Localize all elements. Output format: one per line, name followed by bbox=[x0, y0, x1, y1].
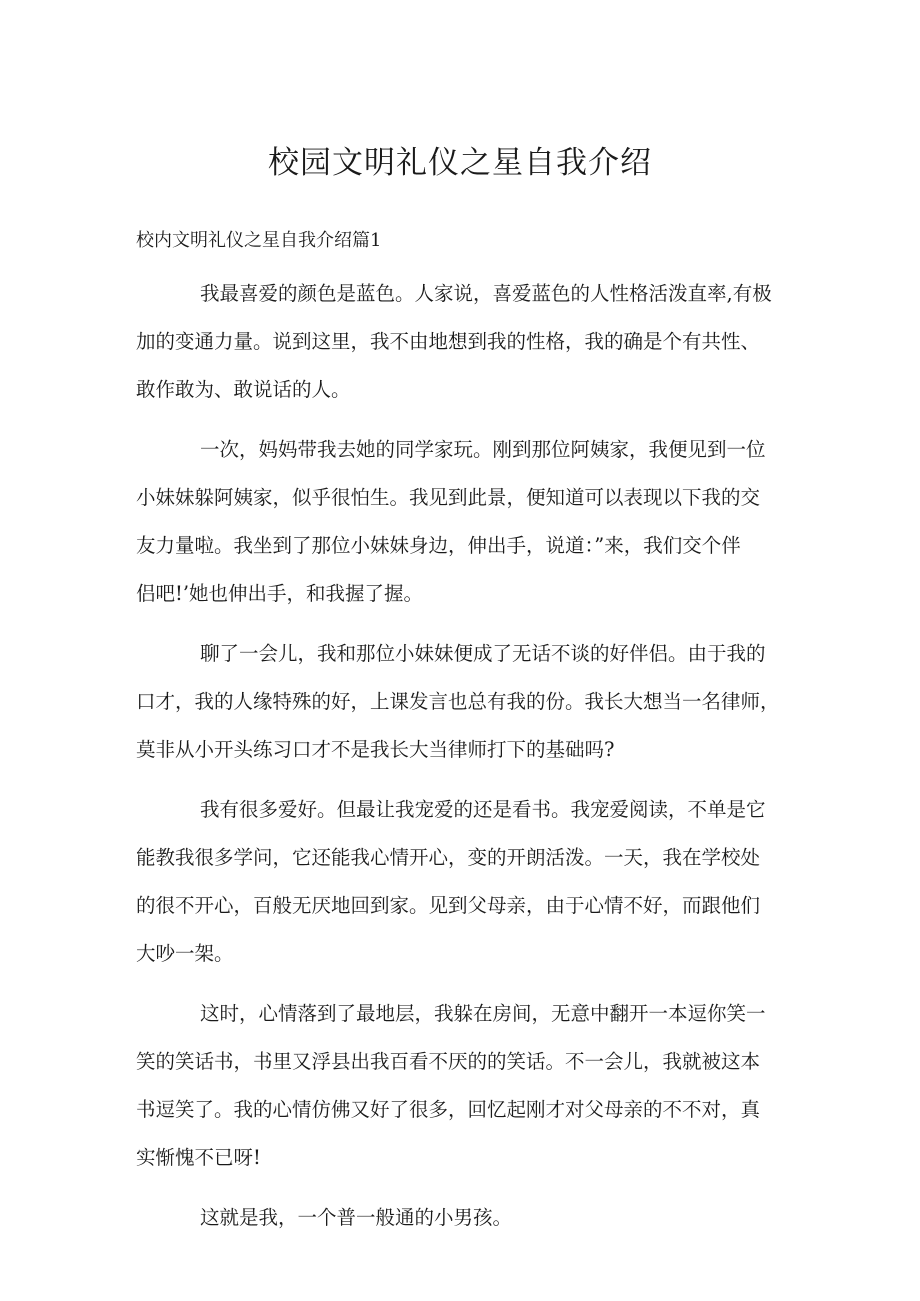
text-line: 的很不开心，百般无厌地回到家。见到父母亲，由于心情不好，而跟他们 bbox=[136, 894, 761, 917]
text-line: 笑的笑话书，书里又浮县出我百看不厌的的笑话。不一会儿，我就被这本 bbox=[136, 1050, 761, 1073]
text-line: 这时，心情落到了最地层，我躲在房间，无意中翻开一本逗你笑一 bbox=[200, 1002, 766, 1025]
text-line: 我最喜爱的颜色是蓝色。人家说，喜爱蓝色的人性格活泼直率,有极 bbox=[200, 282, 772, 305]
paragraph-6 bbox=[136, 1194, 798, 1242]
paragraph-1 bbox=[136, 270, 798, 414]
text-line: 口才，我的人缘特殊的好，上课发言也总有我的份。我长大想当一名律师， bbox=[136, 690, 780, 713]
paragraph-5 bbox=[136, 990, 798, 1182]
text-line: 友力量啦。我坐到了那位小妹妹身边，伸出手，说道：”来，我们交个伴 bbox=[136, 534, 741, 557]
text-line: 莫非从小开头练习口才不是我长大当律师打下的基础吗? bbox=[136, 738, 615, 761]
section-heading: 校内文明礼仪之星自我介绍篇1 bbox=[136, 230, 382, 251]
text-line: 敢作敢为、敢说话的人。 bbox=[136, 378, 351, 401]
text-line: 聊了一会儿，我和那位小妹妹便成了无话不谈的好伴侣。由于我的 bbox=[200, 642, 766, 665]
document-body bbox=[136, 270, 798, 1254]
text-line: 大吵一架。 bbox=[136, 942, 234, 965]
text-line: 实惭愧不已呀! bbox=[136, 1146, 261, 1169]
text-line: 加的变通力量。说到这里，我不由地想到我的性格，我的确是个有共性、 bbox=[136, 330, 761, 353]
text-line: 这就是我，一个普一般通的小男孩。 bbox=[200, 1206, 513, 1229]
paragraph-2 bbox=[136, 426, 798, 618]
text-line: 我有很多爱好。但最让我宠爱的还是看书。我宠爱阅读，不单是它 bbox=[200, 798, 766, 821]
text-line: 一次，妈妈带我去她的同学家玩。刚到那位阿姨家，我便见到一位 bbox=[200, 438, 766, 461]
text-line: 侣吧!’她也伸出手，和我握了握。 bbox=[136, 582, 424, 605]
paragraph-4 bbox=[136, 786, 798, 978]
text-line: 书逗笑了。我的心情仿佛又好了很多，回忆起刚才对父母亲的不不对，真 bbox=[136, 1098, 761, 1121]
document-title: 校园文明礼仪之星自我介绍 bbox=[268, 145, 652, 181]
text-line: 能教我很多学问，它还能我心情开心，变的开朗活泼。一天，我在学校处 bbox=[136, 846, 761, 869]
text-line: 小妹妹躲阿姨家，似乎很怕生。我见到此景，便知道可以表现以下我的交 bbox=[136, 486, 761, 509]
paragraph-3 bbox=[136, 630, 798, 774]
